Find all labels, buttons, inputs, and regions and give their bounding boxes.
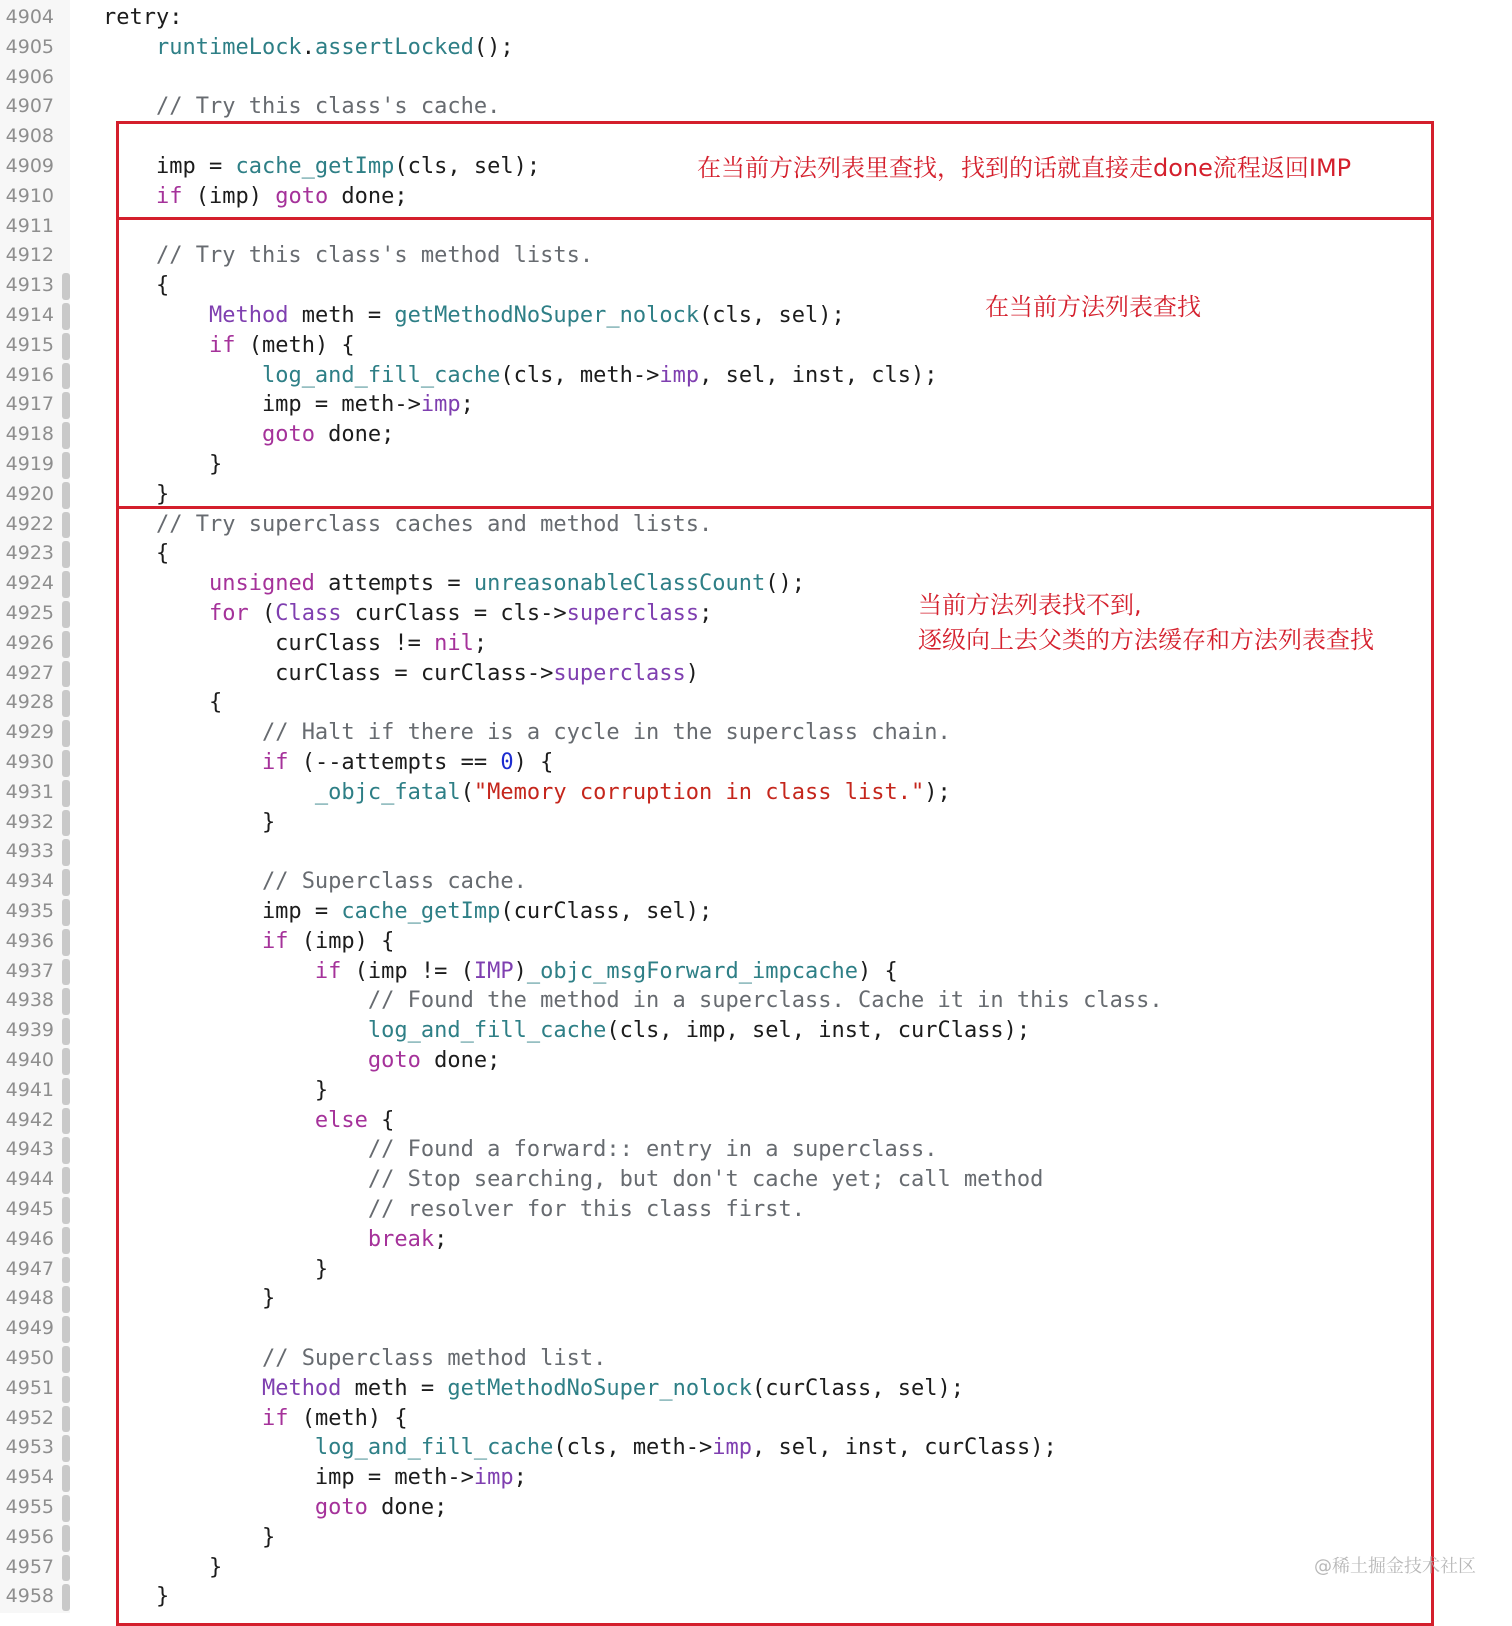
code-token: imp =: [103, 154, 236, 179]
code-token: log_and_fill_cache: [261, 362, 501, 388]
code-token: curClass = curClass->: [103, 660, 554, 686]
code-token: [103, 35, 156, 60]
code-token: );: [924, 779, 951, 805]
code-token: done;: [367, 1495, 448, 1520]
line-number: 4935: [5, 900, 54, 922]
line-number: 4945: [5, 1198, 54, 1220]
code-token: imp = meth->: [103, 392, 421, 418]
code-token: // Try this class's method lists.: [155, 243, 594, 269]
line-number: 4917: [5, 393, 54, 416]
line-number: 4943: [5, 1138, 54, 1161]
code-token: }: [103, 1286, 276, 1312]
code-token: unreasonableClassCount: [473, 571, 766, 597]
code-token: ) {: [858, 958, 898, 984]
code-token: // Superclass cache.: [261, 869, 527, 895]
code-token: ) {: [513, 750, 554, 775]
code-token: // Stop searching, but don't cache yet; call method: [367, 1167, 1044, 1193]
line-number: 4924: [5, 572, 54, 595]
line-number: 4934: [5, 870, 54, 893]
code-token: // Found the method in a superclass. Cache it in this class.: [367, 988, 1163, 1014]
code-token: // Try this class's cache.: [155, 94, 501, 120]
annotation-note-superclass-line1: 当前方法列表找不到,: [918, 591, 1142, 619]
code-token: getMethodNoSuper_nolock: [447, 1375, 753, 1401]
line-number: 4916: [5, 363, 54, 386]
code-token: }: [103, 1524, 276, 1550]
line-number: 4919: [5, 453, 54, 475]
code-token: if: [208, 332, 236, 358]
code-token: if: [314, 958, 342, 984]
code-token: getMethodNoSuper_nolock: [394, 303, 700, 328]
code-token: imp =: [103, 899, 342, 924]
code-token: IMP: [473, 958, 514, 984]
line-number: 4908: [5, 125, 54, 148]
code-token: {: [103, 273, 170, 299]
code-token: imp: [420, 392, 461, 418]
code-token: ): [685, 660, 700, 686]
code-token: // resolver for this class first.: [367, 1197, 805, 1222]
code-token: attempts =: [314, 571, 474, 597]
code-token: }: [103, 1256, 329, 1282]
code-line[interactable]: [0, 33, 1512, 63]
code-token: (: [460, 779, 474, 805]
code-token: assertLocked: [314, 34, 474, 60]
line-number: 4939: [5, 1019, 54, 1042]
line-number: 4947: [5, 1257, 54, 1280]
code-line[interactable]: [0, 3, 1512, 33]
line-number: 4928: [5, 691, 54, 714]
annotation-box-superclass-lookup: [116, 506, 1434, 1626]
code-token: (curClass, sel);: [752, 1375, 964, 1401]
code-token: (cls, meth->: [500, 362, 660, 388]
watermark: @稀土掘金技术社区: [1314, 1556, 1476, 1577]
code-token: meth =: [341, 1375, 448, 1401]
line-number: 4907: [5, 95, 54, 118]
code-token: (cls, meth->: [553, 1435, 713, 1461]
line-number: 4956: [5, 1525, 54, 1548]
code-token: done;: [328, 183, 408, 209]
code-token: done;: [314, 422, 395, 448]
code-token: runtimeLock: [155, 34, 302, 60]
line-number: 4911: [5, 214, 54, 237]
code-token: (: [248, 601, 276, 626]
line-number: 4913: [5, 274, 54, 297]
code-token: done;: [420, 1048, 501, 1073]
code-token: imp: [712, 1435, 753, 1461]
code-token: }: [103, 1584, 170, 1610]
line-number: 4920: [5, 482, 54, 505]
code-token: Class: [275, 601, 342, 626]
code-token: goto: [367, 1048, 421, 1073]
code-token: {: [103, 541, 170, 567]
line-number: 4942: [5, 1108, 54, 1131]
line-number: 4922: [5, 512, 54, 535]
line-number: 4953: [5, 1436, 54, 1459]
line-number: 4955: [5, 1496, 54, 1518]
code-token: else: [314, 1107, 368, 1133]
code-token: ();: [765, 571, 806, 597]
line-number: 4906: [5, 65, 54, 88]
line-number: 4948: [5, 1287, 54, 1310]
code-token: cache_getImp: [341, 899, 501, 924]
annotation-box-method-list-lookup: [116, 217, 1434, 509]
code-token: retry:: [103, 5, 183, 30]
code-token: goto: [261, 422, 315, 448]
code-token: (meth) {: [288, 1405, 408, 1431]
code-token: (imp): [182, 183, 276, 209]
code-token: }: [103, 481, 170, 507]
code-token: {: [367, 1107, 395, 1133]
line-number: 4929: [5, 721, 54, 744]
code-token: (curClass, sel);: [500, 899, 713, 924]
line-number: 4930: [5, 751, 54, 773]
code-token: "Memory corruption in class list.": [473, 779, 925, 805]
code-line[interactable]: [0, 63, 1512, 93]
code-token: curClass = cls->: [341, 601, 567, 626]
line-number: 4940: [5, 1049, 54, 1071]
code-token: (imp) {: [288, 928, 395, 954]
line-number: 4915: [5, 333, 54, 356]
line-number: 4949: [5, 1317, 54, 1340]
code-token: }: [103, 1554, 223, 1580]
line-number: 4910: [5, 184, 54, 207]
code-token: meth =: [288, 303, 395, 328]
line-number: 4951: [5, 1376, 54, 1399]
code-token: for: [208, 601, 249, 626]
line-number: 4941: [5, 1078, 54, 1101]
code-token: , sel, inst, cls);: [699, 362, 938, 388]
code-token: ;: [473, 630, 488, 656]
line-number: 4936: [5, 929, 54, 952]
code-token: , sel, inst, curClass);: [752, 1435, 1057, 1461]
line-number: 4937: [5, 959, 54, 982]
line-number: 4938: [5, 989, 54, 1012]
code-token: imp: [659, 362, 700, 388]
line-number: 4912: [5, 244, 54, 267]
code-token: log_and_fill_cache: [367, 1018, 607, 1044]
code-token: [103, 94, 156, 119]
line-number: 4944: [5, 1168, 54, 1191]
line-number: 4923: [5, 542, 54, 565]
line-number: 4918: [5, 423, 54, 446]
line-number: 4958: [5, 1585, 54, 1608]
annotation-note-cache-lookup: 在当前方法列表里查找，找到的话就直接走done流程返回IMP: [697, 154, 1352, 182]
code-token: {: [103, 690, 223, 716]
line-number: 4909: [5, 155, 54, 177]
code-token: cache_getImp: [235, 154, 395, 179]
line-number: 4914: [5, 304, 54, 326]
code-token: .: [301, 34, 315, 60]
code-token: }: [103, 809, 276, 835]
code-token: Method: [208, 303, 289, 328]
code-token: if: [261, 750, 289, 775]
code-token: log_and_fill_cache: [314, 1435, 554, 1461]
code-token: if: [261, 1405, 289, 1431]
code-token: ;: [513, 1465, 527, 1491]
code-token: // Found a forward:: entry in a superclass.: [367, 1137, 938, 1163]
code-token: goto: [314, 1495, 368, 1520]
annotation-note-method-list-lookup: 在当前方法列表查找: [985, 293, 1201, 321]
code-token: (cls, sel);: [394, 154, 541, 179]
code-token: (cls, imp, sel, inst, curClass);: [606, 1018, 1031, 1044]
line-number: 4957: [5, 1555, 54, 1578]
line-number: 4954: [5, 1466, 54, 1489]
code-token: (meth) {: [235, 332, 355, 358]
code-token: }: [103, 1077, 329, 1103]
line-number: 4905: [5, 35, 54, 58]
line-number: 4927: [5, 661, 54, 684]
code-token: ;: [699, 601, 713, 626]
code-token: _objc_fatal: [314, 779, 461, 805]
code-token: // Try superclass caches and method lists.: [155, 511, 713, 537]
line-number: 4931: [5, 780, 54, 803]
code-token: ): [513, 958, 527, 984]
code-token: (--attempts ==: [288, 750, 501, 775]
code-token: ;: [434, 1226, 448, 1252]
code-token: goto: [275, 183, 329, 209]
line-number: 4950: [5, 1347, 54, 1369]
code-token: if: [155, 183, 183, 209]
code-token: superclass: [566, 601, 700, 626]
code-token: (cls, sel);: [699, 303, 845, 328]
code-text: [103, 92, 500, 122]
code-token: nil: [434, 630, 474, 656]
code-text: [103, 3, 182, 33]
code-token: superclass: [553, 660, 686, 686]
code-token: break: [367, 1226, 435, 1252]
line-number: 4926: [5, 631, 54, 654]
code-token: 0: [500, 750, 514, 775]
code-token: unsigned: [208, 571, 315, 597]
code-token: imp = meth->: [103, 1465, 474, 1491]
code-text: [103, 33, 514, 63]
code-token: curClass !=: [103, 630, 435, 656]
code-token: imp: [473, 1465, 514, 1491]
code-token: // Superclass method list.: [261, 1346, 607, 1371]
code-token: _objc_msgForward_impcache: [526, 958, 859, 984]
line-number: 4904: [5, 6, 54, 28]
code-token: if: [261, 928, 289, 954]
line-number: 4932: [5, 810, 54, 833]
code-token: (imp != (: [341, 958, 474, 984]
line-number: 4952: [5, 1406, 54, 1429]
line-number: 4946: [5, 1227, 54, 1250]
code-token: // Halt if there is a cycle in the superclass chain.: [261, 720, 951, 746]
line-number: 4925: [5, 602, 54, 624]
annotation-note-superclass-line2: 逐级向上去父类的方法缓存和方法列表查找: [918, 626, 1374, 654]
line-number: 4933: [5, 840, 54, 863]
code-token: ();: [473, 34, 514, 60]
code-line[interactable]: [0, 92, 1512, 122]
code-token: ;: [460, 392, 474, 418]
code-token: Method: [261, 1375, 342, 1401]
code-token: }: [103, 452, 223, 477]
